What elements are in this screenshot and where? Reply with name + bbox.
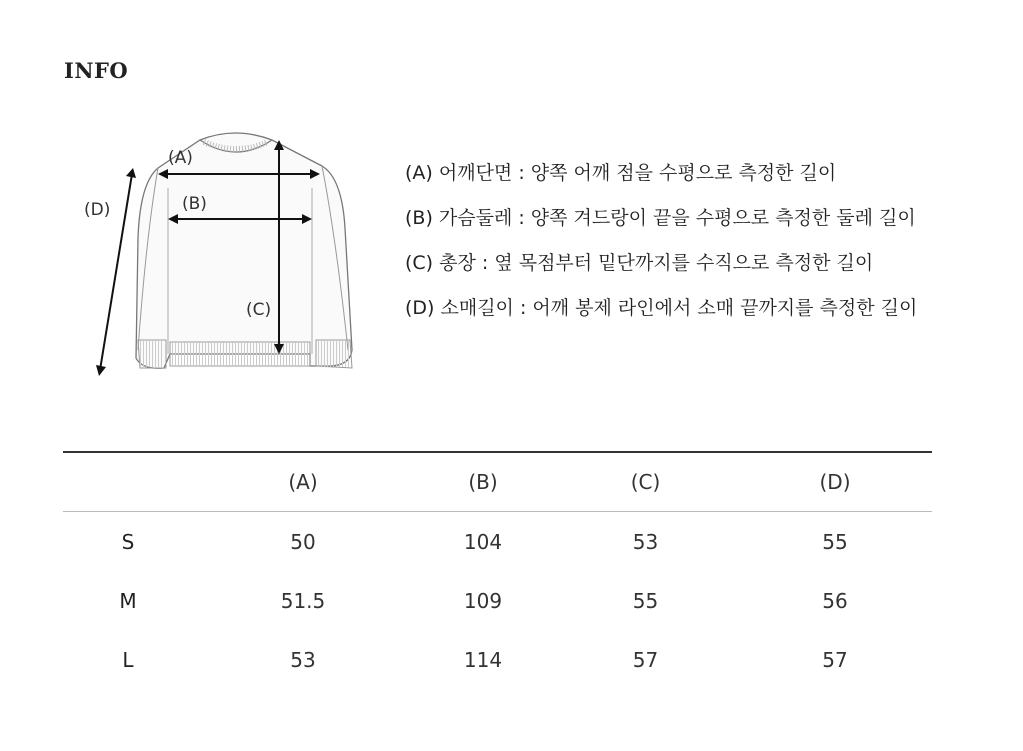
table-cell: 50 <box>290 529 316 554</box>
table-cell: 51.5 <box>280 588 326 613</box>
table-cell: 53 <box>632 529 659 554</box>
sweater-measurement-diagram <box>60 118 390 388</box>
label-b: (B) <box>182 194 207 214</box>
label-d: (D) <box>84 200 111 220</box>
label-a: (A) <box>168 148 193 168</box>
size-table <box>63 451 932 689</box>
table-row <box>63 571 932 630</box>
table-cell: 104 <box>463 529 503 554</box>
table-cell: 56 <box>822 588 848 613</box>
definition-b: (B) 가슴둘레 : 양쪽 겨드랑이 끝을 수평으로 측정한 둘레 길이 <box>405 207 916 229</box>
header-b: (B) <box>468 470 498 494</box>
table-cell: 109 <box>463 588 503 613</box>
definition-c: (C) 총장 : 옆 목점부터 밑단까지를 수직으로 측정한 길이 <box>405 252 874 274</box>
header-a: (A) <box>288 470 318 494</box>
table-cell: 53 <box>290 647 316 672</box>
measurement-definitions <box>405 158 965 338</box>
table-cell: 57 <box>632 647 659 672</box>
size-label: L <box>122 647 134 672</box>
header-size <box>63 453 193 511</box>
size-label: M <box>119 588 137 613</box>
table-row <box>63 630 932 689</box>
table-header-row <box>63 453 932 511</box>
table-cell: 55 <box>632 588 659 613</box>
size-label: S <box>121 529 135 554</box>
table-row <box>63 512 932 571</box>
header-d: (D) <box>819 470 851 494</box>
sweater-illustration <box>60 118 390 388</box>
table-cell: 55 <box>822 529 848 554</box>
table-cell: 57 <box>822 647 848 672</box>
label-c: (C) <box>246 300 272 320</box>
header-c: (C) <box>630 470 661 494</box>
definition-a: (A) 어깨단면 : 양쪽 어깨 점을 수평으로 측정한 길이 <box>405 162 837 184</box>
definition-d: (D) 소매길이 : 어깨 봉제 라인에서 소매 끝까지를 측정한 길이 <box>405 297 918 319</box>
page-title: INFO <box>64 58 129 83</box>
table-cell: 114 <box>463 647 503 672</box>
